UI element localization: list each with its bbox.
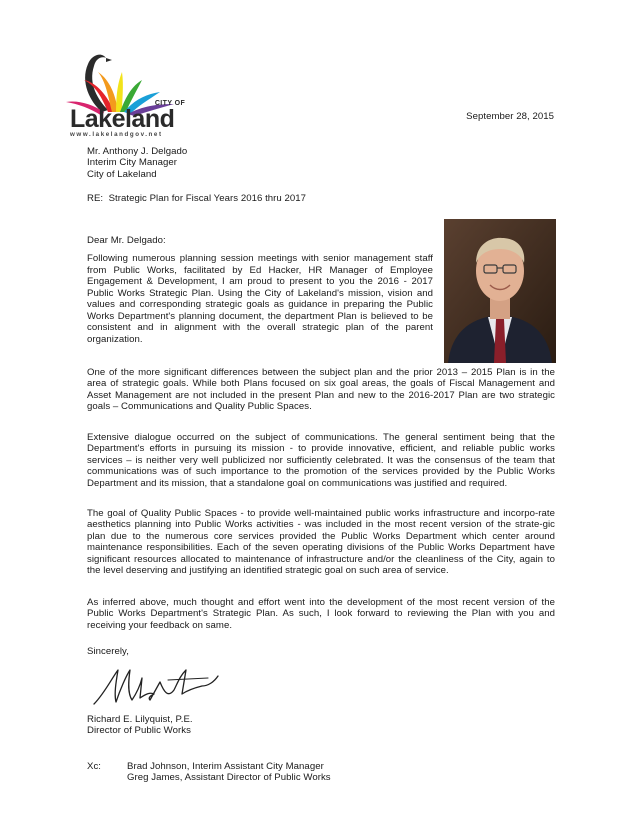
signer-title: Director of Public Works [87,725,191,737]
portrait-image [444,219,556,363]
body-paragraph-3: Extensive dialogue occurred on the subject of communications. The general sentiment being that the Department's efforts in pursuing its mission - to provide innovative, efficient, and reliable public works services – is neither very well publicized nor sufficiently celebrated. It was the consensus of the team that communications was of such importance to the promotion of the services provided by the Public Works Department and its mission, that a standalone goal on communications was justified and required. [87,432,555,489]
city-logo [62,42,197,142]
handwritten-signature [90,664,220,712]
subject-line: RE: Strategic Plan for Fiscal Years 2016 thru 2017 [87,193,307,204]
body-paragraph-4: The goal of Quality Public Spaces - to provide well-maintained public works infrastructure and incorpo-rate aesthetics planning into Public Works activities - was included in the most recent version of the strate-gic plan due to the numerous core services provided the Public Works Department which center around maintenance responsibilities. Each of the seven operating divisions of the Public Works Department have significant resources allocated to maintenance of infrastructure and/or the cleanliness of the City, again to the level deserving and justifying an identified strategic goal on such area of service. [87,508,555,577]
logo-city-of: CITY OF [154,100,186,107]
cc-line-2: Greg James, Assistant Director of Public Works [127,772,331,784]
salutation: Dear Mr. Delgado: [87,235,166,246]
logo-wordmark: Lakeland [70,105,175,133]
body-paragraph-5: As inferred above, much thought and effort went into the development of the most recent version of the Public Works Department's Strategic Plan. As such, I look forward to reviewing the Plan with you and receiving your feedback on same. [87,597,555,631]
recipient-title: Interim City Manager [87,157,178,169]
cc-list [127,761,487,784]
recipient-org: City of Lakeland [87,168,157,180]
letter-date: September 28, 2015 [466,111,554,122]
cc-label: Xc: [87,761,102,772]
recipient-block [87,146,387,180]
director-portrait [444,219,556,363]
signer-name: Richard E. Lilyquist, P.E. [87,714,193,725]
closing: Sincerely, [87,646,129,657]
logo-url: www.lakelandgov.net [70,131,163,138]
body-paragraph-2: One of the more significant differences between the subject plan and the prior 2013 – 2015 Plan is in the area of strategic goals. While both Plans focused on six goal areas, the goals of Fiscal Management and Asset Management are not included in the present Plan and new to the 2016-2017 Plan are two strategic goals – Communications and Quality Public Spaces. [87,367,555,413]
cc-line-1: Brad Johnson, Interim Assistant City Manager [127,761,324,772]
body-paragraph-1: Following numerous planning session meetings with senior management staff from Public Works, facilitated by Ed Hacker, HR Manager of Employee Engagement & Development, I am proud to present to you the 2016 - 2017 Public Works Strategic Plan. Using the City of Lakeland's mission, vision and values and corresponding strategic goals as guidance in preparing the Public Works Department's planning document, the department Plan is believed to be consistent and in alignment with the overall strategic plan of the parent organization. [87,253,433,345]
signer-block [87,714,347,737]
recipient-name: Mr. Anthony J. Delgado [87,146,188,157]
